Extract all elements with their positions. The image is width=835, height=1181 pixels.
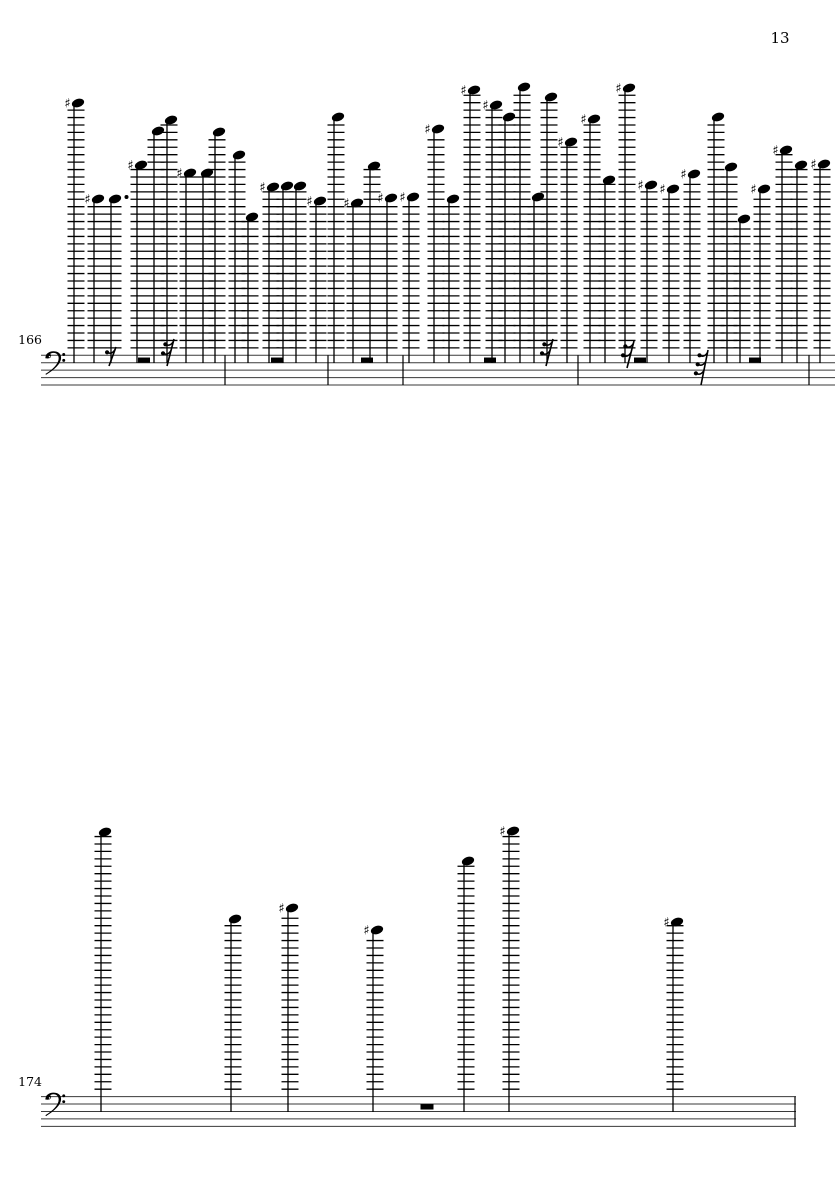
note-column bbox=[750, 183, 771, 364]
notehead bbox=[544, 91, 559, 103]
note-column bbox=[458, 855, 476, 1112]
page-number: 13 bbox=[770, 29, 790, 47]
staff-lines bbox=[41, 355, 835, 385]
note-column bbox=[734, 213, 752, 363]
half-rest bbox=[634, 358, 646, 363]
notehead bbox=[313, 195, 328, 207]
notehead bbox=[285, 902, 300, 914]
note-column bbox=[659, 183, 680, 364]
note-column bbox=[810, 158, 831, 364]
note-column bbox=[637, 179, 658, 364]
notehead bbox=[406, 191, 421, 203]
sharp-accidental: ♯ bbox=[460, 83, 467, 99]
notehead bbox=[293, 180, 308, 192]
notehead bbox=[757, 183, 772, 195]
note-column bbox=[259, 181, 280, 364]
notehead bbox=[232, 149, 247, 161]
note-column bbox=[278, 902, 299, 1113]
sharp-accidental: ♯ bbox=[306, 194, 313, 210]
notehead bbox=[212, 126, 227, 138]
note-column bbox=[127, 159, 148, 364]
note-column bbox=[225, 913, 243, 1112]
half-rest bbox=[361, 358, 373, 363]
notehead bbox=[622, 82, 637, 94]
sixteenth-rest bbox=[621, 341, 634, 368]
note-column bbox=[363, 924, 384, 1113]
notehead bbox=[587, 113, 602, 125]
note-column bbox=[557, 136, 578, 364]
note-column bbox=[482, 99, 503, 364]
measure-number-166: 166 bbox=[18, 332, 42, 347]
notehead bbox=[564, 136, 579, 148]
sharp-accidental: ♯ bbox=[659, 182, 666, 198]
note-column bbox=[499, 825, 520, 1113]
sharp-accidental: ♯ bbox=[580, 112, 587, 128]
sharp-accidental: ♯ bbox=[680, 167, 687, 183]
notehead bbox=[517, 81, 532, 93]
notehead bbox=[817, 158, 832, 170]
notehead bbox=[489, 99, 504, 111]
note-column bbox=[772, 144, 793, 364]
note-column bbox=[229, 149, 247, 363]
notehead bbox=[711, 111, 726, 123]
note-column bbox=[277, 180, 295, 363]
sharp-accidental: ♯ bbox=[615, 81, 622, 97]
sharp-accidental: ♯ bbox=[127, 158, 134, 174]
system-m166 bbox=[41, 81, 835, 385]
sharp-accidental: ♯ bbox=[772, 143, 779, 159]
note-column bbox=[615, 82, 636, 364]
sharp-accidental: ♯ bbox=[750, 182, 757, 198]
notehead bbox=[331, 111, 346, 123]
note-column bbox=[105, 193, 129, 363]
sharp-accidental: ♯ bbox=[637, 178, 644, 194]
sharp-accidental: ♯ bbox=[557, 135, 564, 151]
sharp-accidental: ♯ bbox=[663, 915, 670, 931]
half-rest bbox=[749, 358, 761, 363]
note-column bbox=[443, 193, 461, 363]
note-column bbox=[242, 211, 260, 363]
notehead bbox=[467, 84, 482, 96]
sharp-accidental: ♯ bbox=[399, 190, 406, 206]
sharp-accidental: ♯ bbox=[482, 98, 489, 114]
note-column bbox=[161, 114, 179, 363]
note-column bbox=[663, 916, 684, 1113]
note-column bbox=[64, 97, 85, 364]
notehead bbox=[384, 192, 399, 204]
notehead bbox=[446, 193, 461, 205]
sharp-accidental: ♯ bbox=[343, 196, 350, 212]
notehead bbox=[506, 825, 521, 837]
note-column bbox=[84, 193, 105, 364]
notehead bbox=[280, 180, 295, 192]
notehead bbox=[164, 114, 179, 126]
sharp-accidental: ♯ bbox=[64, 96, 71, 112]
notehead bbox=[531, 191, 546, 203]
note-column bbox=[306, 195, 327, 364]
notehead bbox=[151, 125, 166, 137]
notehead bbox=[461, 855, 476, 867]
note-column bbox=[460, 84, 481, 364]
notehead bbox=[666, 183, 681, 195]
half-rest bbox=[138, 358, 150, 363]
notehead bbox=[737, 213, 752, 225]
notehead bbox=[724, 161, 739, 173]
staff-lines bbox=[41, 1097, 796, 1127]
note-column bbox=[176, 167, 197, 364]
note-column bbox=[599, 174, 617, 363]
system-m174 bbox=[41, 825, 796, 1127]
notehead bbox=[431, 123, 446, 135]
notehead bbox=[228, 913, 243, 925]
sharp-accidental: ♯ bbox=[810, 157, 817, 173]
sharp-accidental: ♯ bbox=[499, 824, 506, 840]
half-rest bbox=[484, 358, 496, 363]
notehead bbox=[644, 179, 659, 191]
augmentation-dot bbox=[125, 195, 129, 199]
note-column bbox=[680, 168, 701, 364]
notehead bbox=[687, 168, 702, 180]
half-rest bbox=[271, 358, 283, 363]
sharp-accidental: ♯ bbox=[377, 191, 384, 207]
note-column bbox=[343, 197, 364, 364]
note-column bbox=[541, 91, 559, 363]
notehead bbox=[266, 181, 281, 193]
notehead bbox=[108, 193, 123, 205]
note-column bbox=[290, 180, 308, 363]
note-column bbox=[399, 191, 420, 364]
note-column bbox=[791, 159, 809, 363]
notehead bbox=[71, 97, 86, 109]
measure-number-174: 174 bbox=[18, 1074, 42, 1089]
note-column bbox=[328, 111, 346, 363]
whole-rest bbox=[421, 1104, 434, 1110]
note-column bbox=[580, 113, 601, 364]
sharp-accidental: ♯ bbox=[278, 901, 285, 917]
notehead bbox=[91, 193, 106, 205]
sharp-accidental: ♯ bbox=[176, 166, 183, 182]
sharp-accidental: ♯ bbox=[424, 122, 431, 138]
note-column bbox=[528, 191, 546, 363]
sharp-accidental: ♯ bbox=[259, 180, 266, 196]
note-column bbox=[209, 126, 227, 363]
sharp-accidental: ♯ bbox=[84, 192, 91, 208]
notehead bbox=[370, 924, 385, 936]
sharp-accidental: ♯ bbox=[363, 923, 370, 939]
note-column bbox=[377, 192, 398, 364]
note-column bbox=[95, 826, 113, 1112]
note-column bbox=[424, 123, 445, 364]
